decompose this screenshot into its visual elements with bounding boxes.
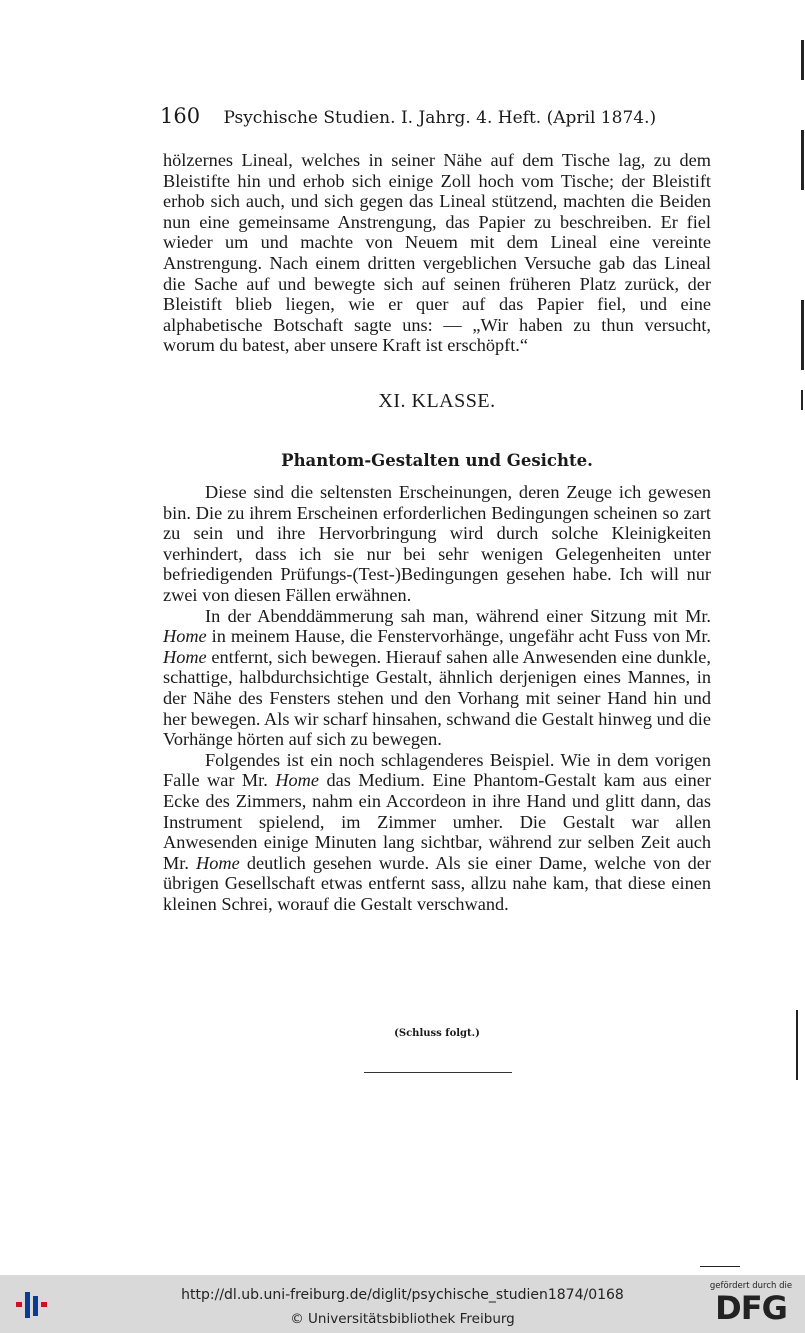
paragraph-3: Folgendes ist ein noch schlagenderes Beispiel. Wie in dem vorigen Falle war Mr. Home das Medium. Eine Phantom-Gestalt kam aus einer Ecke des Zimmers, nahm ein Accordeon in ihre Hand und glitt dann, das Instrument spielend, im Zimmer umher. Die Gestalt war allen Anwesenden einige Minuten lang sichtbar, während zur selben Zeit auch Mr. Home deutlich gesehen wurde. Als sie einer Dame, welche von der übrigen Gesellschaft etwas entfernt sass, allzu nahe kam, that diese einen kleinen Schrei, worauf die Gestalt verschwand. <box>163 749 711 914</box>
viewer-footer <box>0 1275 805 1333</box>
text-block-main <box>163 482 711 914</box>
text-block-top <box>163 150 711 356</box>
paragraph-1: Diese sind die seltensten Erscheinungen, deren Zeuge ich gewesen bin. Die zu ihrem Erscheinen erforderlichen Bedingungen scheinen so zart zu sein und ihre Hervorbringung wird durch solche Kleinigkeiten verhindert, dass ich sie nur bei sehr wenigen Gelegenheiten unter befriedigenden Prüfungs-(Test-)Bedingungen gesehen habe. Ich will nur zwei von diesen Fällen erwähnen. <box>163 482 711 605</box>
scan-edge-mark <box>700 1266 740 1267</box>
paragraph-2: In der Abenddämmerung sah man, während einer Sitzung mit Mr. Home in meinem Hause, die Fenstervorhänge, ungefähr acht Fuss von Mr. Home entfernt, sich bewegen. Hierauf sahen alle Anwesenden eine dunkle, schattige, halbdurchsichtige Gestalt, ähnlich derjenigen eines Mannes, in der Nähe des Fensters stehen und den Vorhang mit seiner Hand hin und her bewegen. Als wir scharf hinsahen, schwand die Gestalt hinweg und die Vorhänge hörten auf sich zu bewegen. <box>163 605 711 750</box>
scan-edge-mark <box>801 300 804 370</box>
scan-edge-mark <box>801 390 803 410</box>
name-home: Home <box>196 852 240 873</box>
closing-note: (Schluss folgt.) <box>394 1028 480 1039</box>
scan-edge-mark <box>801 40 804 80</box>
permalink-url[interactable]: http://dl.ub.uni-freiburg.de/diglit/psychische_studien1874/0168 <box>181 1287 624 1303</box>
end-rule <box>364 1072 512 1073</box>
copyright-line: © Universitätsbibliothek Freiburg <box>290 1311 515 1327</box>
running-header <box>160 104 712 128</box>
name-home: Home <box>163 626 207 647</box>
section-subtitle: Phantom-Gestalten und Gesichte. <box>281 451 593 470</box>
name-home: Home <box>163 646 207 667</box>
dfg-logo <box>709 1281 793 1325</box>
running-title: Psychische Studien. I. Jahrg. 4. Heft. (April 1874.) <box>223 108 657 128</box>
scan-edge-mark <box>801 130 804 190</box>
funding-label: gefördert durch die <box>709 1281 793 1291</box>
dfg-logo-text: DFG <box>715 1289 787 1327</box>
name-home: Home <box>275 770 319 791</box>
paragraph-continued: hölzernes Lineal, welches in seiner Nähe auf dem Tische lag, zu dem Bleistifte hin und erhob sich einige Zoll hoch vom Tische; der Bleistift erhob sich auch, und sich gegen das Lineal stützend, machten die Beiden nun eine gemeinsame Anstrengung, das Papier zu beschreiben. Er fiel wieder um und machte von Neuem mit dem Lineal eine vereinte Anstrengung. Nach einem dritten vergeblichen Versuche gab das Lineal die Sache auf und bewegte sich auf seinen früheren Platz zurück, der Bleistift blieb liegen, wie er quer auf das Papier fiel, und eine alphabetische Botschaft sagte uns: — „Wir haben zu thun versucht, worum du batest, aber unsere Kraft ist erschöpft.“ <box>163 150 711 356</box>
section-title: XI. KLASSE. <box>378 390 496 412</box>
scan-edge-mark <box>796 1010 798 1080</box>
page-number: 160 <box>160 104 201 128</box>
